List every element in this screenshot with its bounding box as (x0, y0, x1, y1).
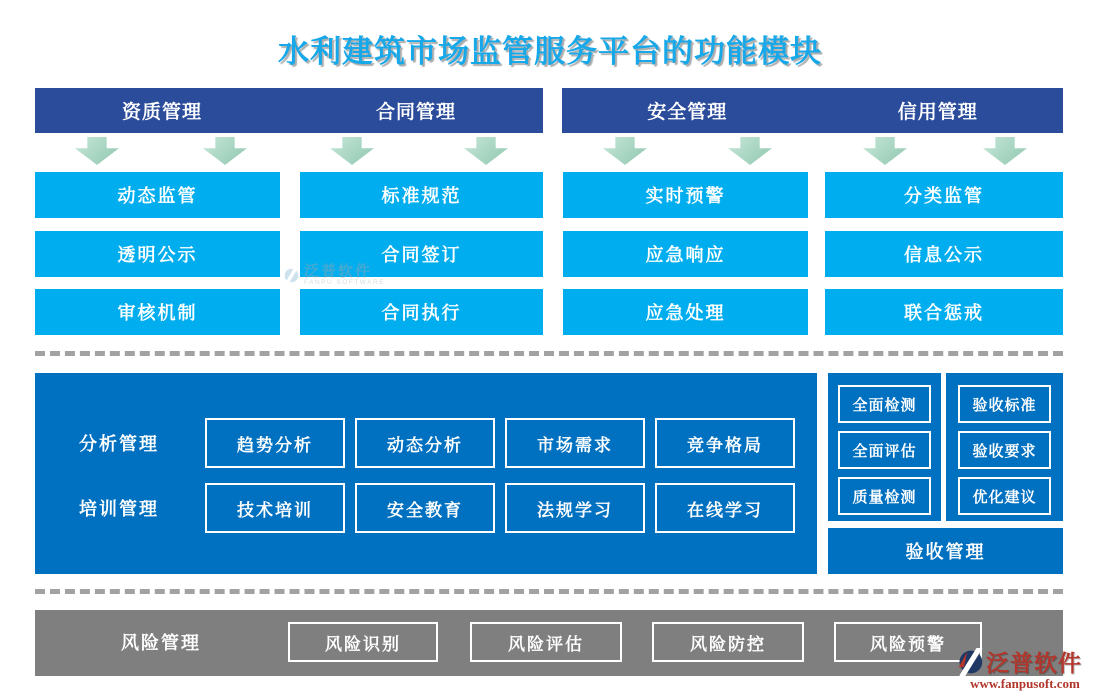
module-button: 风险评估 (470, 622, 622, 662)
page-title: 水利建筑市场监管服务平台的功能模块 (278, 34, 822, 69)
module-button: 验收要求 (958, 431, 1051, 469)
group-header-qualification: 资质管理 (121, 102, 202, 123)
down-arrow-icon (75, 137, 119, 165)
module-button: 在线学习 (655, 483, 795, 533)
module-box: 分类监管 (825, 172, 1063, 218)
module-button: 质量检测 (838, 477, 931, 515)
brand-logo-icon (956, 648, 984, 676)
watermark-name: 泛普软件 (304, 263, 373, 280)
module-button: 动态分析 (355, 418, 495, 468)
row-label-training: 培训管理 (79, 499, 159, 519)
down-arrow-icon (728, 137, 772, 165)
module-box: 透明公示 (35, 231, 280, 277)
dashed-divider (35, 589, 1063, 594)
module-box: 联合惩戒 (825, 289, 1063, 335)
module-box: 实时预警 (563, 172, 808, 218)
module-box: 合同执行 (300, 289, 543, 335)
header-bar-right (562, 88, 1063, 133)
analysis-training-panel (35, 373, 817, 574)
brand-logo (956, 645, 1094, 692)
module-box: 应急处理 (563, 289, 808, 335)
module-button: 全面检测 (838, 385, 931, 423)
group-header-credit: 信用管理 (897, 102, 978, 123)
watermark-subtext: FANPU SOFTWARE (304, 279, 386, 286)
down-arrow-icon (863, 137, 907, 165)
down-arrow-icon (330, 137, 374, 165)
module-button: 全面评估 (838, 431, 931, 469)
header-bar-left (35, 88, 543, 133)
down-arrow-icon (603, 137, 647, 165)
down-arrow-icon (203, 137, 247, 165)
module-button: 安全教育 (355, 483, 495, 533)
module-box: 标准规范 (300, 172, 543, 218)
brand-logo-name: 泛普软件 (986, 650, 1082, 676)
down-arrow-icon (464, 137, 508, 165)
row-label-risk: 风险管理 (121, 633, 201, 653)
dashed-divider (35, 351, 1063, 356)
module-box: 信息公示 (825, 231, 1063, 277)
acceptance-management-bar: 验收管理 (828, 528, 1063, 574)
module-button: 优化建议 (958, 477, 1051, 515)
module-button: 趋势分析 (205, 418, 345, 468)
watermark-logo-icon (283, 267, 300, 284)
row-label-analysis: 分析管理 (79, 434, 159, 454)
module-box: 应急响应 (563, 231, 808, 277)
down-arrow-icon (983, 137, 1027, 165)
brand-logo-url: www.fanpusoft.com (970, 676, 1080, 691)
module-button: 验收标准 (958, 385, 1051, 423)
group-header-safety: 安全管理 (647, 102, 728, 123)
watermark (283, 264, 385, 287)
module-box: 合同签订 (300, 231, 543, 277)
module-box: 审核机制 (35, 289, 280, 335)
module-button: 风险预警 (834, 622, 982, 662)
module-button: 技术培训 (205, 483, 345, 533)
module-button: 市场需求 (505, 418, 645, 468)
module-button: 风险防控 (652, 622, 804, 662)
group-header-contract: 合同管理 (375, 102, 456, 123)
module-button: 风险识别 (288, 622, 438, 662)
module-button: 法规学习 (505, 483, 645, 533)
module-box: 动态监管 (35, 172, 280, 218)
module-button: 竞争格局 (655, 418, 795, 468)
